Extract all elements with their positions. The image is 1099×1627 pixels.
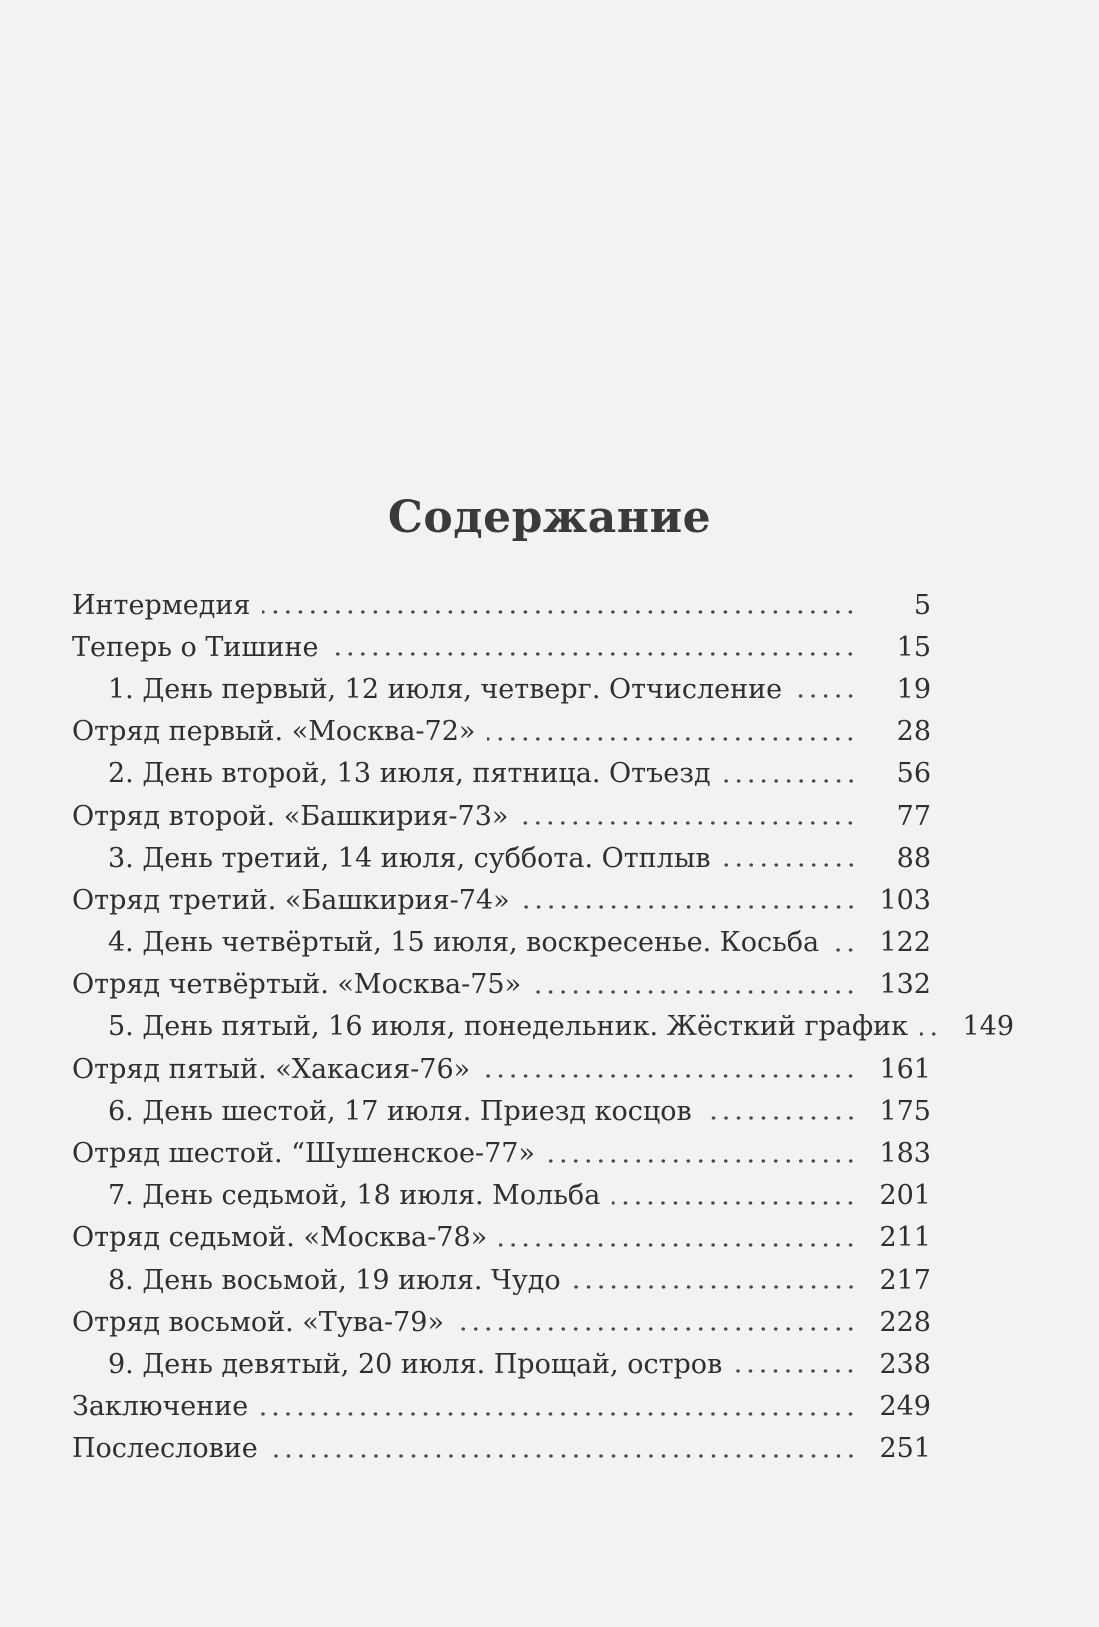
toc-entry-label: 5. День пятый, 16 июля, понедельник. Жёсткий график [108,1011,909,1043]
toc-entry-page: 251 [879,1433,931,1465]
toc-entry-label: Отряд шестой. “Шушенское-77» [72,1138,535,1170]
toc-entry-page: 88 [896,842,931,874]
toc-entry [0,711,1099,753]
toc-entry-label: Послесловие [72,1433,258,1465]
toc-entry-label: Отряд восьмой. «Тува-79» [72,1306,445,1338]
dot-leader [520,820,857,826]
toc-entry [0,1386,1099,1428]
dot-leader [547,1158,857,1164]
toc-entry [0,837,1099,879]
toc-entry-page: 15 [896,631,931,663]
toc-entry-label: 6. День шестой, 17 июля. Приезд косцов [108,1095,692,1127]
toc-entry-page: 5 [913,589,931,621]
dot-leader [482,1073,857,1079]
toc-entry [0,626,1099,668]
dot-leader [794,693,857,699]
dot-leader [920,1031,940,1037]
toc-entry [0,1217,1099,1259]
toc-entry-page: 201 [879,1180,931,1212]
toc-entry [0,1090,1099,1132]
dot-leader [533,989,857,995]
dot-leader [612,1200,857,1206]
toc-entry [0,879,1099,921]
toc-entry-page: 211 [879,1222,931,1254]
dot-leader [573,1284,857,1290]
toc-entry [0,1343,1099,1385]
toc-entry-label: 4. День четвёртый, 15 июля, воскресенье. Косьба [108,927,820,959]
toc-entry-label: Теперь о Тишине [72,631,319,663]
toc-entry-label: 7. День седьмой, 18 июля. Мольба [108,1180,601,1212]
toc-entry-page: 56 [896,758,931,790]
toc-entry-label: Отряд четвёртый. «Москва-75» [72,969,522,1001]
toc-entry-label: 3. День третий, 14 июля, суббота. Отплыв [108,842,711,874]
toc-entry-label: Отряд пятый. «Хакасия-76» [72,1053,471,1085]
dot-leader [262,609,857,615]
toc-entry [0,753,1099,795]
dot-leader [270,1453,857,1459]
toc-entry-page: 228 [879,1306,931,1338]
toc-entry-page: 238 [879,1348,931,1380]
toc-entry-page: 249 [879,1391,931,1423]
dot-leader [330,651,857,657]
toc-entry [0,1006,1099,1048]
toc-entry-page: 183 [879,1138,931,1170]
toc-entry-page: 175 [879,1095,931,1127]
toc-entry-label: Отряд первый. «Москва-72» [72,716,476,748]
toc-entry-page: 149 [962,1011,1015,1043]
toc-entry [0,1301,1099,1343]
dot-leader [260,1411,857,1417]
toc-entry [0,922,1099,964]
toc-entry [0,668,1099,710]
toc-entry [0,1048,1099,1090]
toc-entry-page: 122 [879,927,931,959]
toc-entry [0,795,1099,837]
toc-entry [0,1259,1099,1301]
toc-entry [0,584,1099,626]
toc-entry-page: 132 [879,969,931,1001]
dot-leader [487,736,857,742]
page-title: Содержание [387,492,712,543]
toc-entry-label: Заключение [72,1391,249,1423]
toc-entry [0,1132,1099,1174]
toc-entry-label: 8. День восьмой, 19 июля. Чудо [108,1264,561,1296]
dot-leader [723,778,857,784]
toc-entry-label: Отряд третий. «Башкирия-74» [72,884,510,916]
toc-entry-label: 2. День второй, 13 июля, пятница. Отъезд [108,758,711,790]
toc-entry-page: 103 [879,884,931,916]
toc-entry-page: 19 [896,673,931,705]
toc-entry [0,1175,1099,1217]
toc-entry-label: 1. День первый, 12 июля, четверг. Отчисление [108,673,783,705]
dot-leader [522,904,857,910]
toc-entry-page: 28 [896,716,931,748]
dot-leader [499,1242,857,1248]
toc-entry-page: 161 [879,1053,931,1085]
toc-entry-label: 9. День девятый, 20 июля. Прощай, остров [108,1348,723,1380]
toc-entry-page: 217 [879,1264,931,1296]
toc-entry-label: Отряд седьмой. «Москва-78» [72,1222,488,1254]
table-of-contents [0,584,1099,1470]
toc-entry-label: Интермедия [72,589,251,621]
dot-leader [734,1368,857,1374]
dot-leader [456,1326,857,1332]
dot-leader [831,947,857,953]
toc-entry-label: Отряд второй. «Башкирия-73» [72,800,509,832]
dot-leader [704,1115,857,1121]
dot-leader [723,862,857,868]
toc-entry [0,1428,1099,1470]
toc-entry [0,964,1099,1006]
toc-entry-page: 77 [896,800,931,832]
